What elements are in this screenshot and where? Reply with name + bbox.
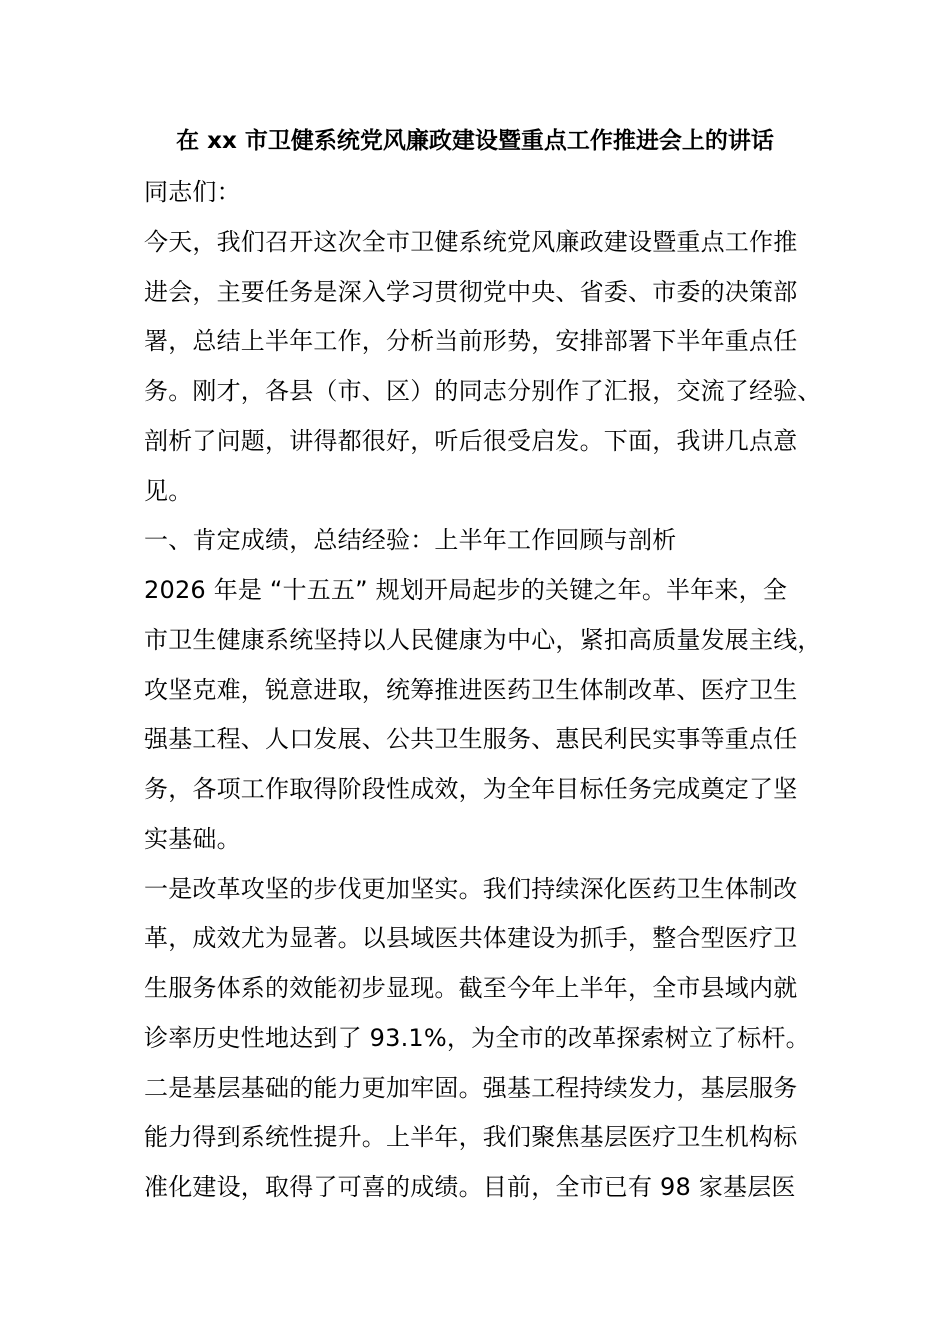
paragraph-line: 2026 年是 “十五五” 规划开局起步的关键之年。半年来，全 (144, 576, 788, 604)
paragraph-line: 攻坚克难，锐意进取，统筹推进医药卫生体制改革、医疗卫生 (144, 676, 798, 704)
paragraph-line: 剖析了问题，讲得都很好，听后很受启发。下面，我讲几点意 (144, 427, 798, 455)
document-title: 在 xx 市卫健系统党风廉政建设暨重点工作推进会上的讲话 (176, 128, 774, 154)
paragraph-line: 革，成效尤为显著。以县域医共体建设为抓手，整合型医疗卫 (144, 924, 798, 952)
paragraph-line: 能力得到系统性提升。上半年，我们聚焦基层医疗卫生机构标 (144, 1123, 798, 1151)
paragraph-line: 强基工程、人口发展、公共卫生服务、惠民利民实事等重点任 (144, 725, 798, 753)
salutation: 同志们： (144, 178, 241, 206)
paragraph-line: 一是改革攻坚的步伐更加坚实。我们持续深化医药卫生体制改 (144, 875, 798, 903)
paragraph-line: 见。 (144, 477, 193, 505)
paragraph-line: 务，各项工作取得阶段性成效，为全年目标任务完成奠定了坚 (144, 775, 798, 803)
paragraph-line: 务。刚才，各县（市、区）的同志分别作了汇报，交流了经验、 (144, 377, 822, 405)
paragraph-line: 诊率历史性地达到了 93.1%，为全市的改革探索树立了标杆。 (144, 1024, 810, 1052)
paragraph-line: 实基础。 (144, 825, 241, 853)
paragraph-line: 市卫生健康系统坚持以人民健康为中心，紧扣高质量发展主线， (144, 626, 822, 654)
paragraph-line: 进会，主要任务是深入学习贯彻党中央、省委、市委的决策部 (144, 278, 798, 306)
paragraph-line: 今天，我们召开这次全市卫健系统党风廉政建设暨重点工作推 (144, 228, 798, 256)
paragraph-line: 署，总结上半年工作，分析当前形势，安排部署下半年重点任 (144, 327, 798, 355)
paragraph-line: 生服务体系的效能初步显现。截至今年上半年，全市县域内就 (144, 974, 798, 1002)
paragraph-line: 二是基层基础的能力更加牢固。强基工程持续发力，基层服务 (144, 1074, 798, 1102)
section-heading: 一、肯定成绩，总结经验：上半年工作回顾与剖析 (144, 526, 677, 554)
paragraph-line: 准化建设，取得了可喜的成绩。目前，全市已有 98 家基层医 (144, 1173, 796, 1201)
